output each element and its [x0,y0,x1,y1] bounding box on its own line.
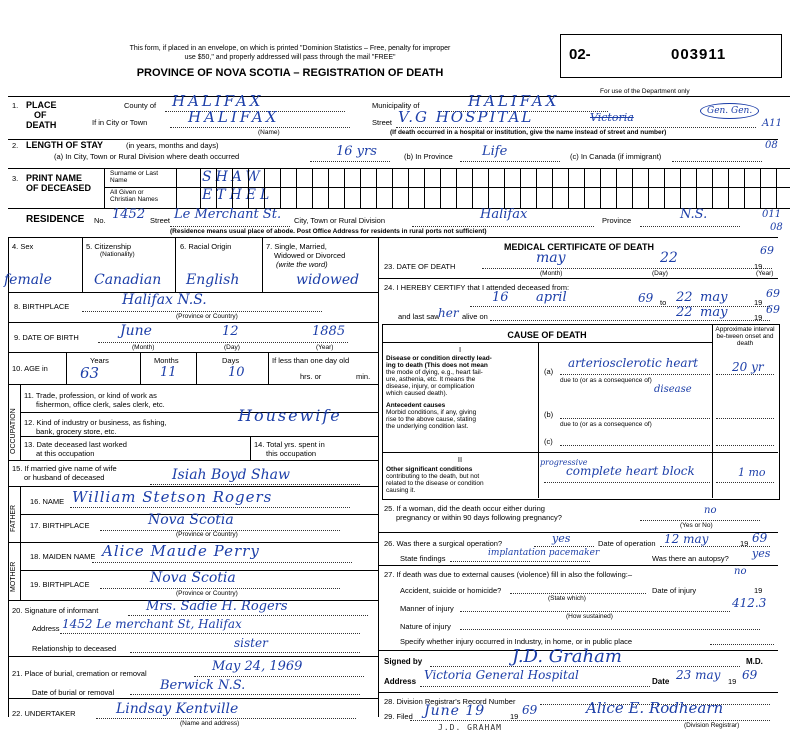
birthplace-caption: (Province or Country) [176,313,238,320]
item-3-number: 3. [12,174,19,183]
age-years-label: Years [90,356,109,365]
state-findings-label: State findings [400,554,446,563]
sign-date-label: Date [652,677,670,686]
external-causes-question: 27. If death was due to external causes (violence) fill in also the following:– [384,570,633,579]
stay-city-value: 16 yrs [336,144,377,159]
death-day: 22 [660,250,678,266]
death-month-caption: (Month) [540,270,563,277]
filed-year: 69 [522,703,538,717]
place-of-death-label: PLACE OF DEATH [26,100,57,130]
residence-label: RESIDENCE [26,214,85,225]
sign-century: 19 [728,677,737,686]
death-year: 69 [760,244,774,257]
burial-place-label: 21. Place of burial, cremation or removal [12,669,147,678]
death-century: 19 [754,262,763,271]
registration-prefix: 02- [569,46,591,63]
physician-signature: J.D. Graham [512,646,622,667]
alive-on-label: alive on [462,312,488,321]
stay-code: 08 [765,140,778,151]
alive-day: 22 [676,305,693,320]
how-sustained-caption: (How sustained) [566,613,613,620]
length-of-stay-label: LENGTH OF STAY [26,140,104,150]
stay-province-value: Life [482,144,508,159]
place-code: A11 [762,118,782,129]
street-caption: (If death occurred in a hospital or institution, give the name instead of street and number) [390,129,667,136]
racial-origin-value: English [186,272,240,288]
attendance-label: 24. I HEREBY CERTIFY that I attended deceased from: [384,283,570,292]
injury-century: 19 [754,586,763,595]
other-condition-value: complete heart block [566,464,695,478]
due-to-a: due to (or as a consequence of) [560,377,652,384]
state-which-caption: (State which) [548,595,586,602]
surname-value: SHAW [202,169,264,185]
sex-label: 4. Sex [12,242,34,251]
residence-no-label: No. [94,216,106,225]
burial-date-value: May 24, 1969 [212,659,303,674]
age-years-value: 63 [80,364,100,382]
municipality-value: HALIFAX [468,92,560,110]
age-days-value: 10 [228,365,245,380]
cause-b-label: (b) [544,410,554,419]
less-than-day-label: If less than one day old [272,356,350,365]
alive-year: 69 [766,303,780,316]
operation-date-value: 12 may [664,532,709,546]
dob-label: 9. DATE OF BIRTH [14,333,79,342]
undertaker-caption: (Name and address) [180,720,240,727]
q11-label: 11. Trade, profession, or kind of work as fishermon, office clerk, sales clerk, etc. [24,391,165,409]
q13-label: 13. Date deceased last worked at this occupation [24,440,127,458]
antecedent-description: Antecedent causes Morbid conditions, if any, giving rise to the above cause, stating the underlying condition last. [386,402,477,430]
cause-code: 412.3 [732,596,767,610]
mail-notice-line1: This form, if placed in an envelope, on which is printed "Dominion Statistics – Free, penalty for improper [129,45,451,52]
sign-year: 69 [742,668,758,682]
age-months-label: Months [154,356,179,365]
birthplace-value: Halifax N.S. [122,292,207,308]
signed-by-label: Signed by [384,657,423,666]
interval-label: Approximate interval be-tween onset and death [715,326,775,347]
registrar-signature: Alice E. Rodhearn [586,699,724,717]
cause-a-continued: disease [654,384,692,395]
registrar-caption: (Division Registrar) [684,722,740,729]
industry-value: Housewife [238,406,342,425]
mother-birthplace-caption: (Province or Country) [176,590,238,597]
nature-of-injury-label: Nature of injury [400,622,451,631]
age-label: 10. AGE in [12,364,48,373]
external-causes-value: no [734,566,747,577]
item-1-number: 1. [12,101,19,110]
burial-date-label: Date of burial or removal [32,688,115,697]
accident-label: Accident, suicide or homicide? [400,586,502,595]
pregnancy-value: no [704,505,717,516]
min-label: min. [356,372,371,381]
citizenship-caption: (Nationality) [100,251,135,258]
surname-label: Surname or Last Name [110,170,159,184]
attend-century-2: 19 [754,313,763,322]
autopsy-label: Was there an autopsy? [652,554,729,563]
death-day-caption: (Day) [652,270,668,277]
residence-number: 1452 [112,207,146,222]
graham-stamp: J.D. GRAHAM [438,723,502,732]
filed-label: 29. Filed [384,712,413,721]
relationship-label: Relationship to deceased [32,644,117,653]
autopsy-value: yes [752,547,771,560]
cause-a-value: arteriosclerotic heart [568,356,699,370]
residence-code-2: 08 [770,222,783,233]
age-months-value: 11 [160,365,177,380]
surgery-value: yes [552,532,571,545]
struck-word: Victoria [590,111,634,124]
sign-date-value: 23 may [676,668,721,682]
stay-canada-label: (c) In Canada (if immigrant) [570,152,662,161]
hrs-label: hrs. or [300,372,322,381]
residence-street-label: Street [150,216,171,225]
attend-to-label: to [660,298,667,307]
spouse-value: Isiah Boyd Shaw [172,467,290,483]
date-of-injury-label: Date of injury [652,586,697,595]
undertaker-value: Lindsay Kentville [116,701,239,717]
manner-of-injury-label: Manner of injury [400,604,454,613]
circled-annotation: Gen. Gen. [700,103,759,119]
mother-birthplace-label: 19. BIRTHPLACE [30,580,90,589]
surgery-question: 26. Was there a surgical operation? [384,539,503,548]
age-days-label: Days [222,356,240,365]
mother-name-label: 18. MAIDEN NAME [30,552,96,561]
residence-province-label: Province [602,216,632,225]
last-saw-pronoun: her [438,306,459,320]
informant-address-label: Address [32,624,60,633]
yes-no-caption: (Yes or No) [680,522,713,529]
q15-label: 15. If married give name of wife or husband of deceased [12,464,117,482]
residence-caption: (Residence means usual place of abode. Post Office Address for residents in rural ports not sufficient) [170,228,487,235]
dob-year: 1885 [312,324,346,339]
mother-birthplace-value: Nova Scotia [150,570,236,586]
residence-street: Le Merchant St. [174,207,282,222]
medical-certificate-title: MEDICAL CERTIFICATE OF DEATH [504,242,654,252]
attend-to-year: 69 [766,287,780,300]
given-names-value: ETHEL [202,187,274,203]
street-value: V.G HOSPITAL [398,108,534,126]
stay-city-label: (a) In City, Town or Rural Division where death occurred [54,152,240,161]
roman-two: II [457,455,463,464]
filed-century: 19 [510,712,519,721]
mother-name-value: Alice Maude Perry [102,542,260,560]
attend-from-day: 16 [492,290,509,305]
last-saw-label: and last saw [398,312,440,321]
residence-city: Halifax [480,207,528,222]
alive-month: may [700,305,728,320]
operation-year: 69 [752,531,768,545]
registration-number: 003911 [671,46,727,63]
city-name-caption: (Name) [258,129,280,136]
attend-to-day: 22 [676,290,693,305]
filed-date: June 19 [424,703,486,719]
given-names-label: All Given or Christian Names [110,189,159,203]
municipality-label: Municipality of [372,101,420,110]
county-label: County of [124,101,157,110]
father-birthplace-caption: (Province or Country) [176,531,238,538]
dob-year-caption: (Year) [316,344,334,351]
date-of-death-label: 23. DATE OF DEATH [384,262,456,271]
residence-city-label: City, Town or Rural Division [294,216,385,225]
street-label: Street [372,118,393,127]
father-side-label: FATHER [10,504,17,532]
department-use-label: For use of the Department only [600,88,690,95]
father-name-value: William Stetson Rogers [72,488,273,506]
interval-a-value: 20 yr [732,360,764,374]
attend-from-year: 69 [638,291,654,305]
dob-month-caption: (Month) [132,344,155,351]
md-label: M.D. [746,657,763,666]
dob-day-caption: (Day) [224,344,240,351]
cause-c-label: (c) [544,437,553,446]
undertaker-label: 22. UNDERTAKER [12,709,76,718]
attend-to-month: may [700,290,728,305]
record-number-label: 28. Division Registrar's Record Number [384,697,516,706]
stay-province-label: (b) In Province [404,152,453,161]
interval-other-value: 1 mo [738,466,766,479]
length-of-stay-units: (in years, months and days) [126,141,219,150]
cause-of-death-title: CAUSE OF DEATH [507,330,587,340]
informant-signature: Mrs. Sadie H. Rogers [146,599,288,614]
other-condition-prefix: progressive [540,458,588,467]
name-of-deceased-label: PRINT NAME OF DECEASED [26,173,92,193]
physician-address-label: Address [384,677,417,686]
mail-notice-line2: use $50," and properly addressed will pass through the mail "FREE" [184,54,396,61]
burial-place-value: Berwick N.S. [160,678,246,693]
city-value: HALIFAX [188,108,280,126]
father-birthplace-value: Nova Scotia [148,512,234,528]
mother-side-label: MOTHER [10,561,17,592]
marital-label: 7. Single, Married, Widowed or Divorced (write the word) [266,242,346,269]
q12-label: 12. Kind of industry or business, as fishing, bank, grocery store, etc. [24,418,167,436]
dob-month: June [120,323,152,339]
roman-one: I [458,345,462,354]
form-title: PROVINCE OF NOVA SCOTIA – REGISTRATION OF DEATH [136,67,444,79]
operation-date-label: Date of operation [598,539,656,548]
county-value: HALIFAX [172,92,264,110]
cause-a-label: (a) [544,367,554,376]
residence-code-1: 011 [762,209,782,220]
city-label: If in City or Town [92,118,148,127]
citizenship-value: Canadian [94,272,162,288]
pregnancy-question: 25. If a woman, did the death occur either during pregnancy or within 90 days following pregnancy? [384,504,562,522]
item-2-number: 2. [12,141,19,150]
informant-address: 1452 Le merchant St, Halifax [62,617,242,631]
relationship-value: sister [234,636,268,650]
death-month: may [536,250,566,266]
other-conditions-description: Other significant conditions contributing to the death, but not related to the disease or condition causing it. [386,466,484,494]
specify-injury-label: Specify whether injury occurred in Industry, in home, or in public place [400,637,633,646]
attend-from-month: april [536,290,567,305]
death-year-caption: (Year) [756,270,774,277]
racial-origin-label: 6. Racial Origin [180,242,232,251]
father-name-label: 16. NAME [30,497,65,506]
registration-number-box [560,34,782,78]
direct-cause-description: Disease or condition directly lead- ing to death (This does not mean the mode of dying, e.g., heart fail- ure, asthenia, etc. It means the disease, injury, or complication which caused death). [386,355,492,397]
sex-value: female [4,272,52,288]
birthplace-label: 8. BIRTHPLACE [14,302,70,311]
attend-century-1: 19 [754,298,763,307]
informant-label: 20. Signature of informant [12,606,99,615]
operation-century: 19 [740,539,749,548]
marital-value: widowed [296,272,360,288]
physician-address: Victoria General Hospital [424,668,579,682]
residence-province: N.S. [680,207,708,222]
citizenship-label: 5. Citizenship [86,242,132,251]
father-birthplace-label: 17. BIRTHPLACE [30,521,90,530]
q14-label: 14. Total yrs. spent in this occupation [254,440,325,458]
dob-day: 12 [222,324,239,339]
findings-value: implantation pacemaker [488,548,600,558]
occupation-side-label: OCCUPATION [10,408,17,454]
due-to-b: due to (or as a consequence of) [560,421,652,428]
